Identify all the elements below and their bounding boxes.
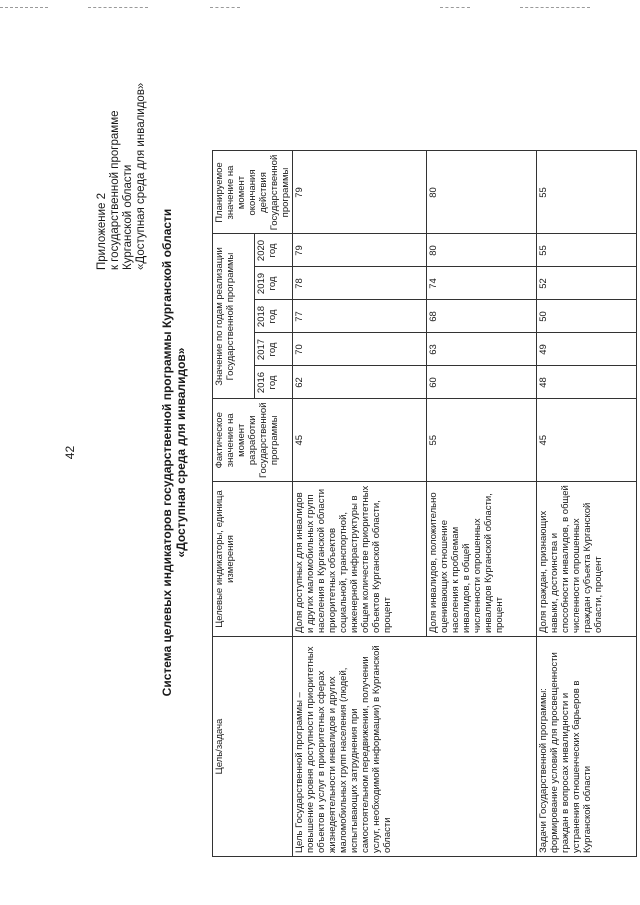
planned-value: 80 — [427, 151, 537, 234]
header-goal: Цель/задача — [213, 637, 293, 857]
header-year: 2019 год — [255, 267, 293, 300]
year-value: 49 — [537, 333, 637, 366]
appendix-block — [96, 10, 148, 270]
document-title — [160, 0, 188, 905]
year-value: 63 — [427, 333, 537, 366]
year-value: 62 — [293, 366, 427, 399]
header-year: 2017 год — [255, 333, 293, 366]
header-by-years: Значение по годам реализации Государственной программы — [213, 234, 255, 399]
title-line: «Доступная среда для инвалидов» — [174, 347, 188, 558]
year-value: 68 — [427, 300, 537, 333]
title-line: Система целевых индикаторов государственной программы Курганской области — [160, 208, 174, 697]
planned-value: 55 — [537, 151, 637, 234]
goal-cell: Цель Государственной программы – повышение уровня доступности приоритетных объектов и услуг в приоритетных сферах жизнедеятельности инвалидов и других маломобильных групп населения (людей, испытывающих затруднения при самостоятельном передвижении, получении услуг, необходимой информации) в Курганской области — [293, 637, 537, 857]
header-row — [213, 151, 255, 857]
table-row — [537, 151, 637, 857]
appendix-line: к государственной программе — [109, 110, 121, 270]
actual-value: 55 — [427, 399, 537, 482]
page-number: 42 — [63, 445, 77, 460]
year-value: 70 — [293, 333, 427, 366]
appendix-line: Курганской области — [122, 164, 134, 270]
header-year: 2016 год — [255, 366, 293, 399]
actual-value: 45 — [537, 399, 637, 482]
year-value: 60 — [427, 366, 537, 399]
year-value: 77 — [293, 300, 427, 333]
year-value: 50 — [537, 300, 637, 333]
year-value: 79 — [293, 234, 427, 267]
indicator-cell: Доля граждан, признающих навыки, достоинства и способности инвалидов, в общей численности опрошенных граждан субъекта Курганской области, процент — [537, 482, 637, 637]
header-planned: Планируемое значение на момент окончания действия Государственной программы — [213, 151, 293, 234]
table-row — [293, 151, 427, 857]
indicator-cell: Доля доступных для инвалидов и других маломобильных групп населения в Курганской области приоритетных объектов социальной, транспортной, инженерной инфраструктуры в общем количестве приоритетных объектов Курганской области, процент — [293, 482, 427, 637]
year-value: 80 — [427, 234, 537, 267]
year-value: 74 — [427, 267, 537, 300]
header-year: 2018 год — [255, 300, 293, 333]
header-indicator: Целевые индикаторы, единица измерения — [213, 482, 293, 637]
year-value: 55 — [537, 234, 637, 267]
planned-value: 79 — [293, 151, 427, 234]
appendix-line: Приложение 2 — [96, 192, 108, 270]
goal-cell: Задачи Государственной программы: формирование условий для просвещенности граждан в вопросах инвалидности и устранения отношенческих барьеров в Курганской области — [537, 637, 637, 857]
indicators-table — [212, 151, 637, 858]
year-value: 78 — [293, 267, 427, 300]
header-year: 2020 год — [255, 234, 293, 267]
appendix-line: «Доступная среда для инвалидов» — [135, 82, 147, 270]
year-value: 48 — [537, 366, 637, 399]
actual-value: 45 — [293, 399, 427, 482]
year-value: 52 — [537, 267, 637, 300]
indicator-cell: Доля инвалидов, положительно оценивающих отношение населения к проблемам инвалидов, в общей численности опрошенных инвалидов Курганской области, процент — [427, 482, 537, 637]
header-actual: Фактическое значение на момент разработки Государственной программы — [213, 399, 293, 482]
